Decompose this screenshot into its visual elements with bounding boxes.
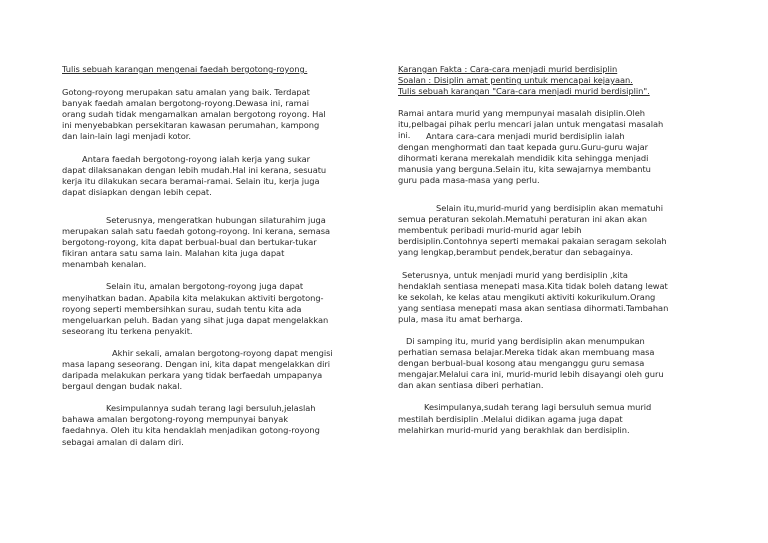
text-line: Selain itu, amalan bergotong-royong juga dapat bbox=[106, 281, 304, 292]
text-line: dihormati kerana merekalah mendidik kita sehingga menjadi bbox=[398, 152, 649, 163]
text-line: mengeluarkan peluh. Badan yang sihat juga dapat mengelakkan bbox=[62, 314, 329, 325]
text-line: dapat dilaksanakan dengan lebih mudah.Hal ini kerana, sesuatu bbox=[62, 164, 327, 175]
text-line: dengan menghormati dan taat kepada guru.Guru-guru wajar bbox=[398, 141, 648, 152]
text-line: merupakan salah satu faedah gotong-royong. Ini kerana, semasa bbox=[62, 226, 331, 237]
text-line: daripada melakukan perkara yang tidak berfaedah umpapanya bbox=[62, 370, 323, 381]
left-paragraph-6 bbox=[62, 403, 374, 447]
text-line: menyihatkan badan. Apabila kita melakukan aktiviti bergotong- bbox=[62, 292, 324, 303]
left-paragraph-3 bbox=[62, 215, 374, 270]
essay-type-label: Karangan Fakta : Cara-cara menjadi murid berdisiplin bbox=[398, 64, 618, 74]
text-line: pula, masa itu amat berharga. bbox=[398, 313, 523, 324]
text-line: melahirkan murid-murid yang berakhlak dan berdisiplin. bbox=[398, 424, 630, 435]
text-line: Gotong-royong merupakan satu amalan yang baik. Terdapat bbox=[62, 87, 310, 98]
text-line: Selain itu,murid-murid yang berdisiplin akan mematuhi bbox=[436, 203, 663, 214]
text-line: dapat disiapkan dengan lebih cepat. bbox=[62, 186, 212, 197]
text-line: Kesimpulanya,sudah terang lagi bersuluh semua murid bbox=[424, 402, 652, 413]
text-line: bahawa amalan bergotong-royong mempunyai banyak bbox=[62, 414, 289, 425]
text-line: yang sentiasa menepati masa akan sentiasa dihormati.Tambahan bbox=[398, 302, 669, 313]
text-line: ini. bbox=[398, 130, 411, 141]
right-paragraph-3 bbox=[398, 203, 704, 258]
text-line: dan lain-lain lagi menjadi kotor. bbox=[62, 131, 191, 142]
left-paragraph-5 bbox=[62, 348, 374, 392]
text-line: Di samping itu, murid yang berdisiplin akan menumpukan bbox=[406, 335, 645, 346]
text-line: berdisiplin.Contohnya seperti memakai pakaian seragam sekolah bbox=[398, 236, 667, 247]
text-line: ini menyebabkan persekitaran kawasan perumahan, kampong bbox=[62, 120, 320, 131]
right-essay-heading bbox=[398, 64, 704, 97]
left-paragraph-1 bbox=[62, 87, 374, 142]
left-essay bbox=[62, 64, 374, 448]
text-line: fikiran antara satu sama lain. Malahan kita juga dapat bbox=[62, 248, 285, 259]
text-line: itu,pelbagai pihak perlu mencari jalan untuk mengatasi masalah bbox=[398, 119, 664, 130]
text-line: hendaklah sentiasa menepati masa.Kita tidak boleh datang lewat bbox=[398, 280, 668, 291]
text-line: menambah kenalan. bbox=[62, 259, 147, 270]
text-line: masa lapang seseorang. Dengan ini, kita dapat mengelakkan diri bbox=[62, 358, 330, 369]
text-line: bergotong-royong, kita dapat berbual-bual dan bertukar-tukar bbox=[62, 237, 317, 248]
text-line: bergaul dengan budak nakal. bbox=[62, 381, 183, 392]
left-paragraph-4 bbox=[62, 281, 374, 336]
text-line: guru pada masa-masa yang perlu. bbox=[398, 174, 540, 185]
text-line: kerja itu dilakukan secara beramai-ramai. Selain itu, kerja juga bbox=[62, 175, 320, 186]
text-line: banyak faedah amalan bergotong-royong.Dewasa ini, ramai bbox=[62, 98, 309, 109]
right-paragraph-2 bbox=[398, 131, 704, 186]
text-line: membentuk peribadi murid-murid agar lebih bbox=[398, 225, 582, 236]
text-line: manusia yang berguna.Selain itu, kita sewajarnya membantu bbox=[398, 163, 651, 174]
text-line: Ramai antara murid yang mempunyai masalah disiplin.Oleh bbox=[398, 108, 645, 119]
text-line: faedahnya. Oleh itu kita hendaklah menjadikan gotong-royong bbox=[62, 425, 320, 436]
essay-instruction: Tulis sebuah karangan "Cara-cara menjadi murid berdisiplin". bbox=[398, 86, 650, 97]
text-line: Seterusnya, mengeratkan hubungan silaturahim juga bbox=[106, 214, 326, 225]
text-line: dan akan sentiasa diberi perhatian. bbox=[398, 380, 544, 391]
text-line: sebagai amalan di dalam diri. bbox=[62, 436, 184, 447]
text-line: mengajar.Melalui cara ini, murid-murid lebih disayangi oleh guru bbox=[398, 369, 664, 380]
text-line: orang sudah tidak mengamalkan amalan bergotong royong. Hal bbox=[62, 109, 326, 120]
text-line: Seterusnya, untuk menjadi murid yang berdisiplin ,kita bbox=[402, 269, 628, 280]
text-line: Antara cara-cara menjadi murid berdisiplin ialah bbox=[426, 130, 625, 141]
left-paragraph-2 bbox=[62, 154, 374, 198]
text-line: dengan berbual-bual kosong atau menganggu guru semasa bbox=[398, 358, 645, 369]
text-line: Akhir sekali, amalan bergotong-royong dapat mengisi bbox=[112, 347, 333, 358]
text-line: perhatian semasa belajar.Mereka tidak akan membuang masa bbox=[398, 347, 655, 358]
right-essay bbox=[398, 64, 704, 436]
text-line: mestilah berdisiplin .Melalui didikan agama juga dapat bbox=[398, 413, 623, 424]
text-line: yang lengkap,berambut pendek,beratur dan sebagainya. bbox=[398, 247, 633, 258]
right-paragraph-5 bbox=[398, 336, 704, 391]
text-line: semua peraturan sekolah.Mematuhi peraturan ini akan akan bbox=[398, 214, 647, 225]
text-line: seseorang itu terkena penyakit. bbox=[62, 325, 193, 336]
text-line: Kesimpulannya sudah terang lagi bersuluh,jelaslah bbox=[106, 403, 316, 414]
text-line: Antara faedah bergotong-royong ialah kerja yang sukar bbox=[82, 153, 311, 164]
left-essay-title: Tulis sebuah karangan mengenai faedah bergotong-royong. bbox=[62, 64, 308, 74]
question-label: Soalan : Disiplin amat penting untuk mencapai kejayaan. bbox=[398, 75, 633, 86]
right-paragraph-4 bbox=[398, 270, 704, 325]
text-line: ke sekolah, ke kelas atau mengikuti aktiviti kokurikulum.Orang bbox=[398, 291, 656, 302]
text-line: royong seperti membersihkan surau, sudah tentu kita ada bbox=[62, 303, 302, 314]
right-paragraph-6 bbox=[398, 402, 704, 435]
